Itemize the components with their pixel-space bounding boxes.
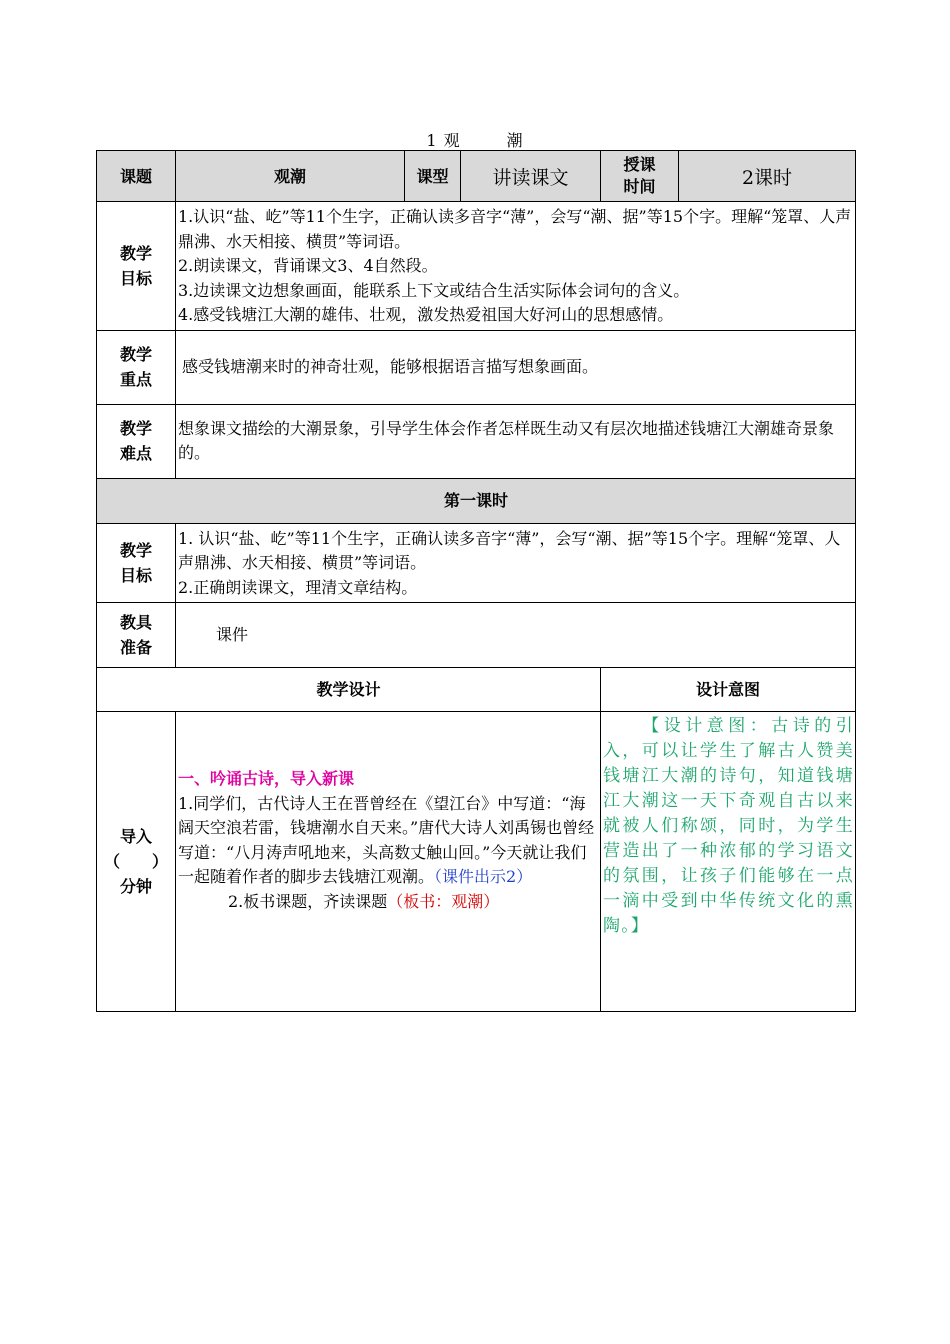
- goal-item: 1. 认识“盐、屹”等11个生字，正确认读多音字“薄”，会写“潮、据”等15个字。理解“笼罩、人声鼎沸、水天相接、横贯”等词语。: [178, 528, 841, 572]
- hours-value: 2课时: [679, 151, 856, 202]
- difficulty-content: 想象课文描绘的大潮景象，引导学生体会作者怎样既生动又有层次地描述钱塘江大潮雄奇景象的。: [176, 404, 856, 478]
- board-note: （板书：观潮）: [387, 891, 500, 911]
- lesson-title-char-1: 观: [443, 131, 461, 150]
- topic-value: 观潮: [176, 151, 405, 202]
- lesson-plan-table: [96, 150, 856, 1012]
- goal-item: 3.边读课文边想象画面，能联系上下文或结合生活实际体会词句的含义。: [178, 280, 690, 300]
- difficulty-label: 教学 难点: [97, 404, 176, 478]
- intro-label-minutes-blank: （ ）: [103, 852, 168, 871]
- intro-label: [97, 712, 176, 1012]
- goal-item: 1.认识“盐、屹”等11个生字，正确认读多音字“薄”，会写“潮、据”等15个字。理解“笼罩、人声鼎沸、水天相接、横贯”等词语。: [178, 207, 852, 251]
- key-content: 感受钱塘潮来时的神奇壮观，能够根据语言描写想象画面。: [176, 330, 856, 404]
- goal-item: 2.朗读课文，背诵课文3、4自然段。: [178, 256, 438, 275]
- intro-label-top: 导入: [119, 827, 152, 846]
- goal-item: 2.正确朗读课文，理清文章结构。: [178, 577, 418, 597]
- period-row: [97, 478, 856, 523]
- para2-number: 2.: [228, 891, 244, 911]
- hours-label: 授课 时间: [601, 151, 679, 202]
- courseware-cue: （课件出示2）: [434, 867, 533, 886]
- tools-label: 教具 准备: [97, 603, 176, 668]
- period-heading: 第一课时: [97, 478, 856, 523]
- goals-content: [176, 202, 856, 331]
- lesson-title-char-2: 潮: [506, 131, 524, 150]
- intro-paragraph-1: 1.同学们，古代诗人王在晋曾经在《望江台》中写道：“海阔天空浪若雷，钱塘潮水自天来。”唐代大诗人刘禹锡也曾经写道：“八月涛声吼地来，头高数丈触山回。”今天就让我们一起随着作者的脚步去钱塘江观潮。（课件出示2）: [178, 793, 595, 886]
- topic-label: 课题: [97, 151, 176, 202]
- lesson-title: [0, 128, 950, 151]
- key-label: 教学 重点: [97, 330, 176, 404]
- intro-content: [176, 712, 601, 1012]
- goals-row: [97, 202, 856, 331]
- intro-paragraph-2: 2.板书课题，齐读课题（板书：观潮）: [228, 891, 500, 911]
- period-goals-row: [97, 523, 856, 603]
- design-header-row: [97, 668, 856, 712]
- intro-label-bottom: 分钟: [119, 877, 152, 896]
- key-row: [97, 330, 856, 404]
- intro-intent: 【设计意图：古诗的引入，可以让学生了解古人赞美钱塘江大潮的诗句，知道钱塘江大潮这一天下奇观自古以来就被人们称颂，同时，为学生营造出了一种浓郁的学习语文的氛围，让孩子们能够在一点一滴中受到中华传统文化的熏陶。】: [601, 712, 856, 1012]
- intro-heading: 一、吟诵古诗，导入新课: [178, 769, 355, 788]
- difficulty-row: [97, 404, 856, 478]
- goals-label: 教学 目标: [97, 202, 176, 331]
- intro-row: [97, 712, 856, 1012]
- design-header: 教学设计: [97, 668, 601, 712]
- period-goals-label: 教学 目标: [97, 523, 176, 603]
- tools-row: [97, 603, 856, 668]
- type-label: 课型: [405, 151, 461, 202]
- period-goals-content: [176, 523, 856, 603]
- goal-item: 4.感受钱塘江大潮的雄伟、壮观，激发热爱祖国大好河山的思想感情。: [178, 305, 674, 324]
- lesson-number: 1: [426, 131, 438, 150]
- tools-content: 课件: [176, 603, 856, 668]
- intent-header: 设计意图: [601, 668, 856, 712]
- header-row: [97, 151, 856, 202]
- type-value: 讲读课文: [461, 151, 601, 202]
